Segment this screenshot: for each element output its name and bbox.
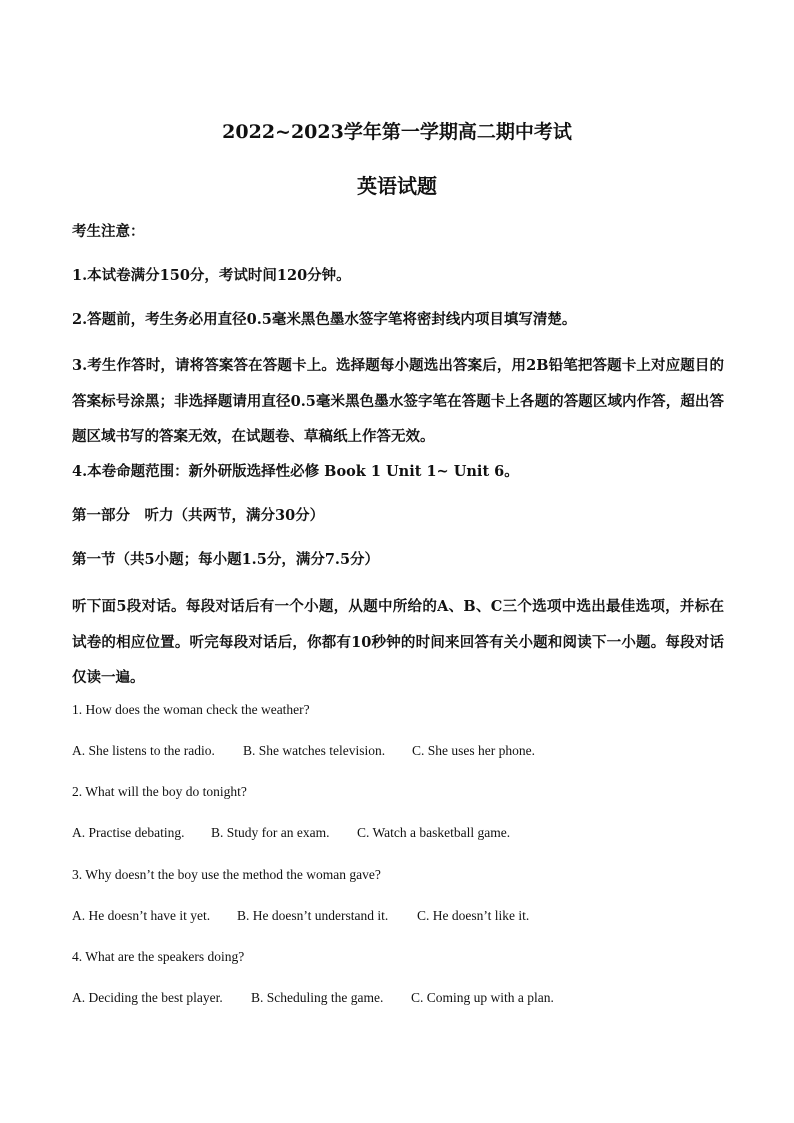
question-4-options — [72, 989, 722, 1007]
notice-item-1: 1.本试卷满分150分，考试时间120分钟。 — [72, 267, 351, 284]
exam-subtitle: 英语试题 — [357, 174, 437, 198]
option-b: B. She watches television. — [243, 743, 386, 758]
notice-item-4: 4.本卷命题范围：新外研版选择性必修 Book 1 Unit 1~ Unit 6。 — [72, 463, 519, 480]
exam-title: 2022~2023学年第一学期高二期中考试 — [222, 121, 572, 143]
option-c: C. She uses her phone. — [412, 743, 535, 758]
option-c: C. Coming up with a plan. — [411, 990, 554, 1005]
question-4: 4. What are the speakers doing? — [72, 949, 245, 964]
option-a: A. Deciding the best player. — [72, 990, 223, 1005]
question-2: 2. What will the boy do tonight? — [72, 784, 247, 799]
option-c: C. Watch a basketball game. — [357, 825, 511, 840]
option-b: B. He doesn’t understand it. — [237, 908, 389, 923]
question-3-options — [72, 907, 722, 925]
option-a: A. Practise debating. — [72, 825, 185, 840]
option-b: B. Scheduling the game. — [251, 990, 384, 1005]
question-1: 1. How does the woman check the weather? — [72, 702, 310, 717]
notice-heading: 考生注意： — [72, 223, 145, 240]
notice-item-3: 3.考生作答时，请将答案答在答题卡上。选择题每小题选出答案后，用2B铅笔把答题卡上对应题目的答案标号涂黑；非选择题请用直径0.5毫米黑色墨水签字笔在答题卡上各题的答题区域内作答，超出答题区域书写的答案无效，在试题卷、草稿纸上作答无效。 — [72, 357, 724, 445]
option-c: C. He doesn’t like it. — [417, 908, 530, 923]
section1-heading: 第一节（共5小题；每小题1.5分，满分7.5分） — [72, 551, 380, 568]
option-a: A. He doesn’t have it yet. — [72, 908, 211, 923]
question-1-options — [72, 742, 722, 760]
notice-item-2: 2.答题前，考生务必用直径0.5毫米黑色墨水签字笔将密封线内项目填写清楚。 — [72, 311, 577, 328]
listening-instructions: 听下面5段对话。每段对话后有一个小题，从题中所给的A、B、C三个选项中选出最佳选项，并标在试卷的相应位置。听完每段对话后，你都有10秒钟的时间来回答有关小题和阅读下一小题。每段对话仅读一遍。 — [72, 598, 724, 686]
option-b: B. Study for an exam. — [211, 825, 330, 840]
question-2-options — [72, 824, 722, 842]
option-a: A. She listens to the radio. — [72, 743, 215, 758]
part1-heading: 第一部分 听力（共两节，满分30分） — [72, 507, 325, 524]
question-3: 3. Why doesn’t the boy use the method the woman gave? — [72, 867, 381, 882]
